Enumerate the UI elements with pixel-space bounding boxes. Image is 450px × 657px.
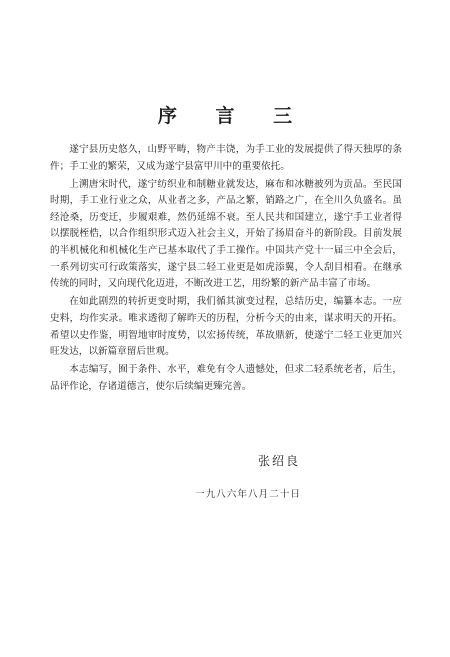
preface-date: 一九八六年八月二十日	[195, 489, 301, 500]
paragraph-2: 上溯唐宋时代，遂宁纺织业和制糖业就发达，麻布和冰糖被列为贡品。至民国时期，手工业行业之众，从业者之多，产品之繁，销路之广，在全川久负盛名。虽经沧桑，历变迁，步履艰难，然仍延绵不衰。至人民共和国建立，遂宁手工业者得以摆脱桎梏，以合作组织形式迈入社会主义，开始了扬眉奋斗的新阶段。目前发展的半机械化和机械化生产已基本取代了手工操作。中国共产党十一届三中全会后，一系列切实可行政策落实，遂宁县二轻工业更是如虎添翼，令人刮目相看。在继承传统的同时，又向现代化迈进，不断改进工艺，用纷繁的新产品丰富了市场。	[50, 178, 402, 290]
preface-body	[50, 142, 402, 397]
paragraph-1: 遂宁县历史悠久，山野平畴，物产丰饶，为手工业的发展提供了得天独厚的条件；手工业的繁荣，又成为遂宁县富甲川中的重要依托。	[50, 144, 402, 172]
page-title: 序 言 三	[157, 105, 309, 127]
paragraph-3: 在如此剧烈的转折更变时期，我们循其演变过程，总结历史，编纂本志。一应史料，均作实录。唯求透彻了解昨天的历程，分析今天的由来，谋求明天的开拓。希望以史作鉴，明智地审时度势，以宏扬传统，革故鼎新，使遂宁二轻工业更加兴旺发达，以新篇章留后世观。	[50, 296, 402, 358]
author-signature: 张绍良	[258, 454, 301, 468]
paragraph-4: 本志编写，囿于条件、水平，难免有令人遗憾处，但求二轻系统老者，后生，品评作论，存诸道德言，使尔后续编更臻完善。	[50, 364, 402, 392]
